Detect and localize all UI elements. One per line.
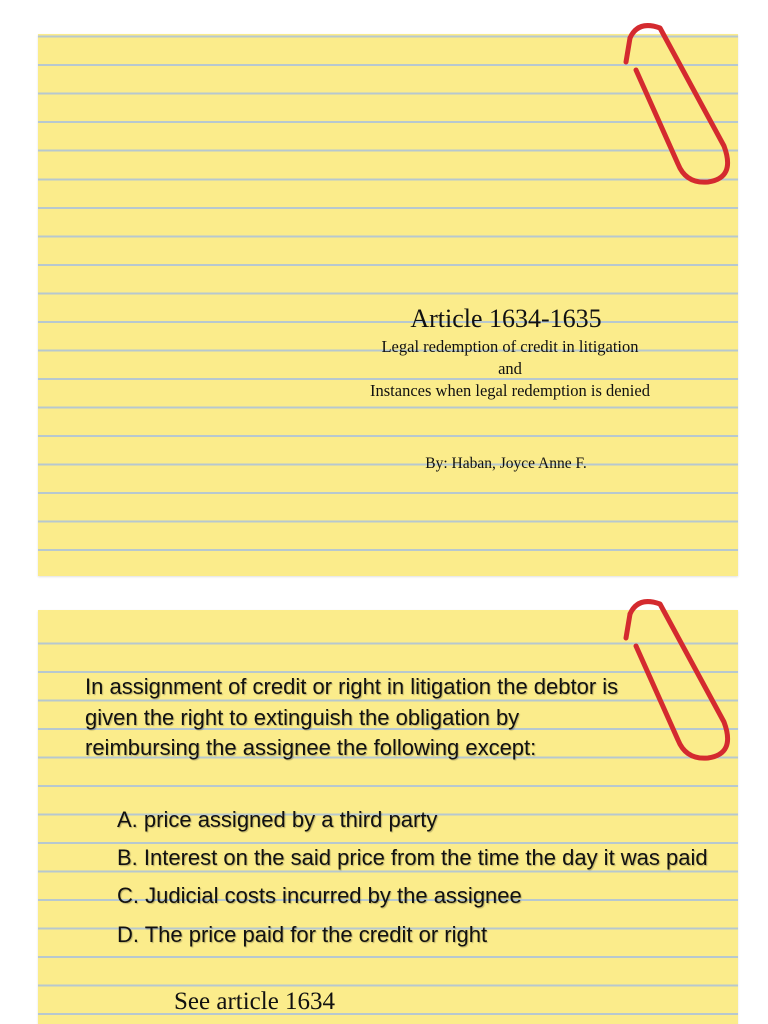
paperclip-icon [608,594,738,764]
see-article-note: See article 1634 [174,988,336,1015]
subtitle-line-3: Instances when legal redemption is denied [370,381,650,400]
author-byline: By: Haban, Joyce Anne F. [425,455,587,472]
option-a: A. price assigned by a third party [117,807,438,832]
option-c: C. Judicial costs incurred by the assignee [117,883,522,908]
title-block [300,302,720,402]
paperclip-icon [608,18,738,188]
subtitle-line-2: and [498,359,522,378]
subtitle-line-1: Legal redemption of credit in litigation [381,337,639,356]
slide-title: Article 1634-1635 [410,304,602,333]
option-d: D. The price paid for the credit or right [117,922,488,947]
option-b: B. Interest on the said price from the time the day it was paid [117,845,708,870]
question-text: In assignment of credit or right in litigation the debtor is given the right to extinguish the obligation by reimbursing the assignee the following except: [85,674,619,760]
